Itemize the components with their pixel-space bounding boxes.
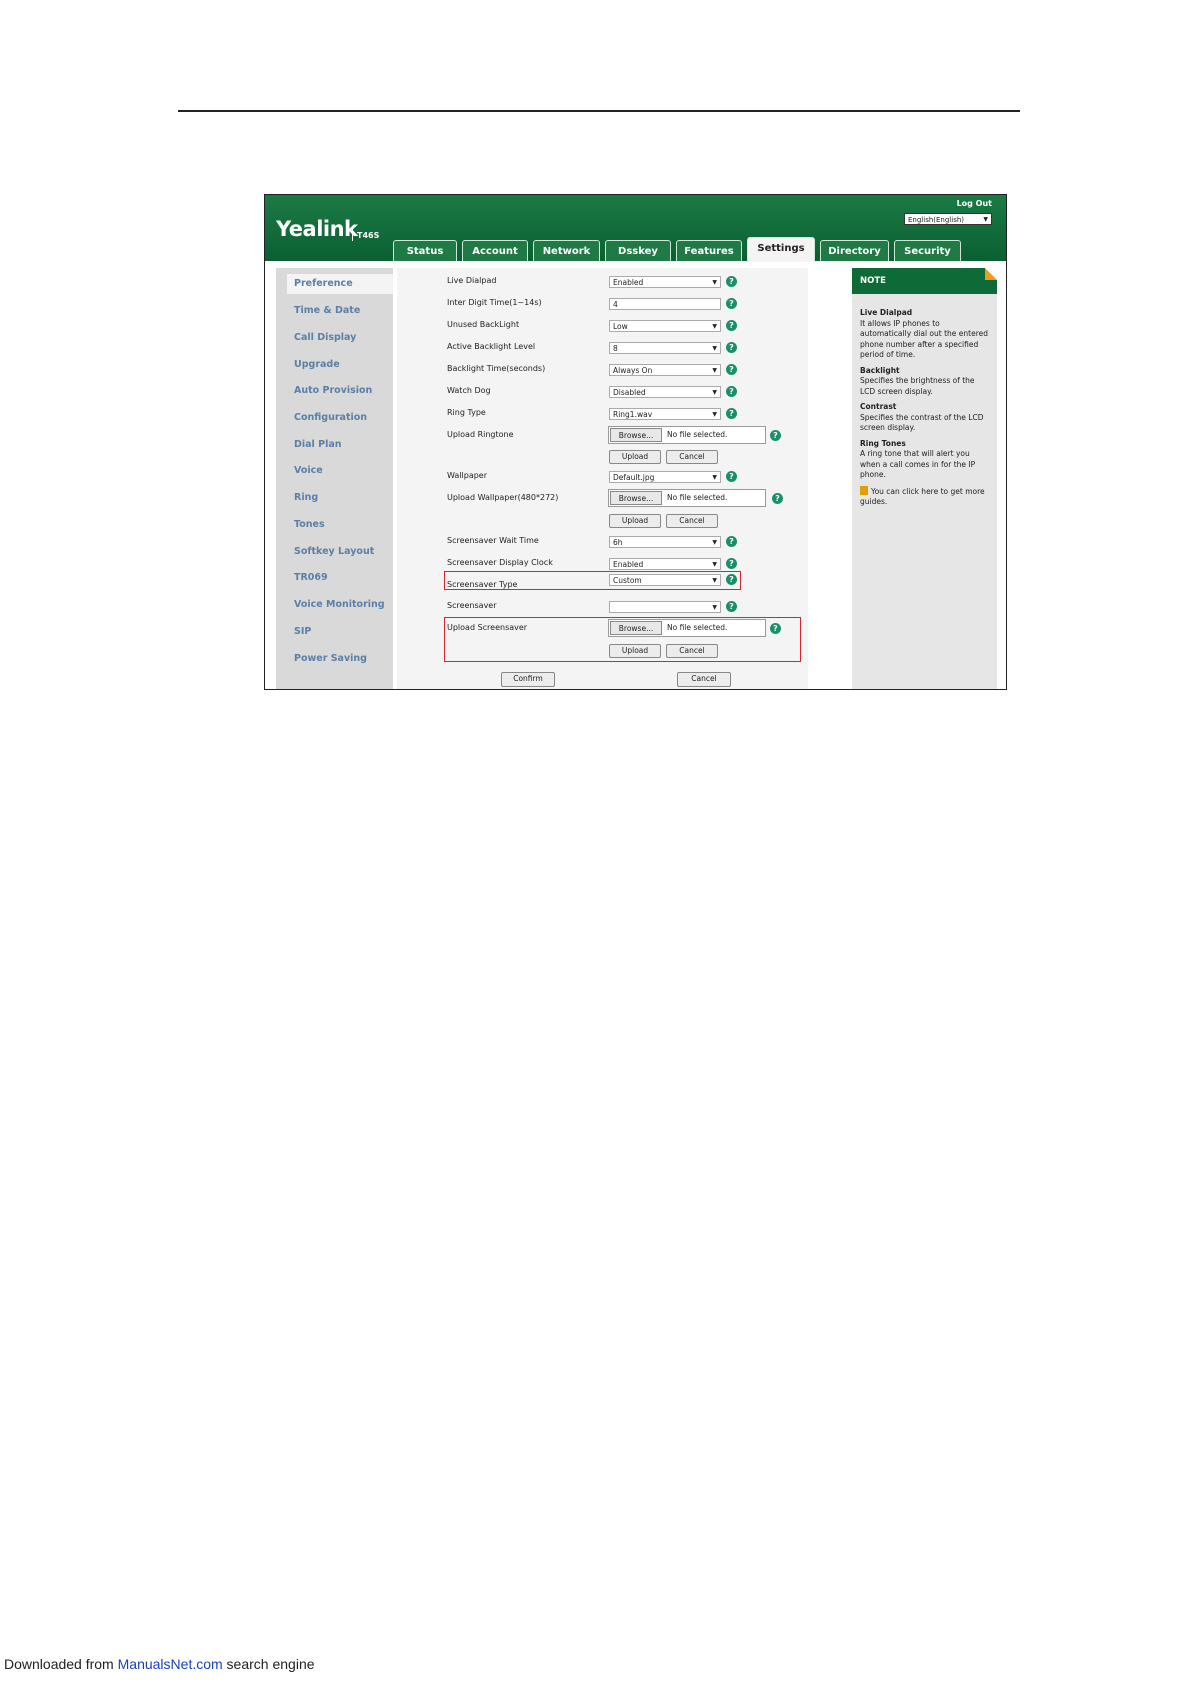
- chevron-down-icon: ▼: [712, 539, 717, 546]
- unused-backlight-select[interactable]: [609, 320, 721, 332]
- no-file-text: No file selected.: [667, 623, 728, 632]
- page-top-rule: [178, 110, 1020, 112]
- chevron-down-icon: ▼: [712, 474, 717, 481]
- backlight-time-value: Always On: [613, 366, 653, 375]
- upload-ringtone-label: Upload Ringtone: [447, 430, 514, 439]
- no-file-text: No file selected.: [667, 493, 728, 502]
- sidebar-item-ring[interactable]: Ring: [294, 492, 319, 503]
- inter-digit-label: Inter Digit Time(1~14s): [447, 298, 542, 307]
- chevron-down-icon: ▼: [712, 411, 717, 418]
- note-title: NOTE: [852, 268, 997, 294]
- sidebar-item-call-display[interactable]: Call Display: [294, 332, 357, 343]
- note-item: [860, 366, 992, 398]
- note-heading: Live Dialpad: [860, 308, 913, 317]
- unused-backlight-value: Low: [613, 322, 628, 331]
- sidebar-item-configuration[interactable]: Configuration: [294, 412, 368, 423]
- browse-button[interactable]: Browse...: [610, 428, 662, 442]
- ring-type-select[interactable]: [609, 408, 721, 420]
- cancel-upload-button[interactable]: Cancel: [666, 644, 718, 658]
- screensaver-wait-value: 6h: [613, 538, 623, 547]
- help-icon[interactable]: ?: [770, 623, 781, 634]
- unused-backlight-label: Unused BackLight: [447, 320, 520, 329]
- sidebar-item-dial-plan[interactable]: Dial Plan: [294, 439, 342, 450]
- watch-dog-select[interactable]: [609, 386, 721, 398]
- model-label: T46S: [352, 227, 379, 241]
- watch-dog-value: Disabled: [613, 388, 646, 397]
- screensaver-select[interactable]: [609, 601, 721, 613]
- chevron-down-icon: ▼: [712, 323, 717, 330]
- help-icon[interactable]: ?: [726, 342, 737, 353]
- cancel-upload-button[interactable]: Cancel: [666, 514, 718, 528]
- wallpaper-value: Default.jpg: [613, 473, 655, 482]
- cancel-button[interactable]: Cancel: [677, 672, 731, 687]
- help-icon[interactable]: ?: [772, 493, 783, 504]
- sidebar-item-tones[interactable]: Tones: [294, 519, 325, 530]
- note-heading: Contrast: [860, 402, 897, 411]
- ring-type-label: Ring Type: [447, 408, 486, 417]
- note-corner-icon: [985, 268, 997, 280]
- help-icon[interactable]: ?: [726, 471, 737, 482]
- tab-dsskey[interactable]: Dsskey: [605, 240, 671, 261]
- settings-sidebar: [276, 268, 393, 690]
- live-dialpad-label: Live Dialpad: [447, 276, 497, 285]
- note-text: Specifies the brightness of the LCD screen display.: [860, 376, 975, 396]
- wallpaper-file-input[interactable]: [608, 489, 766, 507]
- note-text: A ring tone that will alert you when a call comes in for the IP phone.: [860, 449, 976, 479]
- tab-directory[interactable]: Directory: [820, 240, 889, 261]
- active-backlight-select[interactable]: [609, 342, 721, 354]
- logout-link[interactable]: Log Out: [956, 199, 992, 208]
- chevron-down-icon: ▼: [712, 561, 717, 568]
- live-dialpad-select[interactable]: [609, 276, 721, 288]
- note-text: It allows IP phones to automatically dial out the entered phone number after a specified period of time.: [860, 318, 988, 359]
- sidebar-item-voice[interactable]: Voice: [294, 465, 323, 476]
- language-select[interactable]: [904, 213, 992, 225]
- chevron-down-icon: ▼: [712, 279, 717, 286]
- help-icon[interactable]: ?: [726, 320, 737, 331]
- screensaver-type-label: Screensaver Type: [447, 580, 518, 589]
- sidebar-item-upgrade[interactable]: Upgrade: [294, 359, 340, 370]
- note-body: [860, 308, 992, 513]
- chevron-down-icon: ▼: [712, 577, 717, 584]
- browse-button[interactable]: Browse...: [610, 491, 662, 505]
- chevron-down-icon: ▼: [712, 367, 717, 374]
- chevron-down-icon: ▼: [983, 216, 988, 223]
- book-icon: [860, 486, 868, 495]
- screensaver-type-value: Custom: [613, 576, 642, 585]
- screensaver-type-select[interactable]: [609, 574, 721, 586]
- active-backlight-label: Active Backlight Level: [447, 342, 536, 351]
- help-icon[interactable]: ?: [726, 574, 737, 585]
- tab-status[interactable]: Status: [393, 240, 457, 261]
- note-item: [860, 402, 992, 434]
- note-heading: Backlight: [860, 365, 900, 375]
- live-dialpad-value: Enabled: [613, 278, 644, 287]
- upload-wallpaper-label: Upload Wallpaper(480*272): [447, 493, 559, 502]
- active-backlight-value: 8: [613, 344, 618, 353]
- sidebar-item-time-date[interactable]: Time & Date: [294, 305, 361, 316]
- cancel-upload-button[interactable]: Cancel: [666, 450, 718, 464]
- language-value: English(English): [908, 216, 965, 224]
- screensaver-label: Screensaver: [447, 601, 497, 610]
- help-icon[interactable]: ?: [726, 386, 737, 397]
- chevron-down-icon: ▼: [712, 389, 717, 396]
- preference-form: [397, 268, 808, 690]
- note-item: [860, 439, 992, 481]
- help-icon[interactable]: ?: [726, 276, 737, 287]
- sidebar-item-tr069[interactable]: TR069: [294, 572, 328, 583]
- footer-suffix: search engine: [222, 1656, 315, 1672]
- ring-type-value: Ring1.wav: [613, 410, 653, 419]
- tab-features[interactable]: Features: [676, 240, 742, 261]
- footer-link[interactable]: ManualsNet.com: [117, 1656, 223, 1672]
- ringtone-file-input[interactable]: [608, 426, 766, 444]
- yealink-logo: Yealink: [276, 217, 358, 241]
- sidebar-item-preference[interactable]: Preference: [287, 274, 393, 294]
- sidebar-item-voice-monitoring[interactable]: Voice Monitoring: [294, 599, 385, 610]
- phone-web-ui-screenshot: [264, 194, 1007, 690]
- sidebar-item-power-saving[interactable]: Power Saving: [294, 653, 367, 664]
- screensaver-clock-select[interactable]: [609, 558, 721, 570]
- backlight-time-select[interactable]: [609, 364, 721, 376]
- upload-screensaver-label: Upload Screensaver: [447, 623, 528, 632]
- help-icon[interactable]: ?: [726, 364, 737, 375]
- chevron-down-icon: ▼: [712, 345, 717, 352]
- screensaver-file-input[interactable]: [608, 619, 766, 637]
- screensaver-wait-label: Screensaver Wait Time: [447, 536, 539, 545]
- tab-account[interactable]: Account: [462, 240, 528, 261]
- browse-button[interactable]: Browse...: [610, 621, 662, 635]
- sidebar-item-auto-provision[interactable]: Auto Provision: [294, 385, 373, 396]
- note-heading: Ring Tones: [860, 438, 906, 448]
- footer-prefix: Downloaded from: [4, 1656, 118, 1672]
- note-guide-text: You can click here to get more guides.: [860, 486, 985, 506]
- wallpaper-label: Wallpaper: [447, 471, 488, 480]
- page-footer: [4, 1656, 315, 1672]
- note-item: [860, 308, 992, 361]
- watch-dog-label: Watch Dog: [447, 386, 491, 395]
- tab-settings[interactable]: Settings: [747, 237, 815, 262]
- chevron-down-icon: ▼: [712, 604, 717, 611]
- no-file-text: No file selected.: [667, 430, 728, 439]
- upload-button[interactable]: Upload: [609, 514, 661, 528]
- upload-button[interactable]: Upload: [609, 644, 661, 658]
- inter-digit-input[interactable]: 4: [609, 298, 721, 310]
- help-icon[interactable]: ?: [726, 558, 737, 569]
- tab-network[interactable]: Network: [533, 240, 600, 261]
- help-icon[interactable]: ?: [726, 298, 737, 309]
- help-icon[interactable]: ?: [726, 536, 737, 547]
- header-bar: [265, 195, 1006, 261]
- screensaver-clock-label: Screensaver Display Clock: [447, 558, 553, 567]
- tab-security[interactable]: Security: [894, 240, 961, 261]
- upload-button[interactable]: Upload: [609, 450, 661, 464]
- sidebar-item-sip[interactable]: SIP: [294, 626, 312, 637]
- screensaver-wait-select[interactable]: [609, 536, 721, 548]
- wallpaper-select[interactable]: [609, 471, 721, 483]
- backlight-time-label: Backlight Time(seconds): [447, 364, 546, 373]
- help-icon[interactable]: ?: [726, 408, 737, 419]
- confirm-button[interactable]: Confirm: [501, 672, 555, 687]
- note-text: Specifies the contrast of the LCD screen display.: [860, 412, 984, 432]
- help-icon[interactable]: ?: [770, 430, 781, 441]
- sidebar-item-softkey-layout[interactable]: Softkey Layout: [294, 546, 375, 557]
- screensaver-clock-value: Enabled: [613, 560, 644, 569]
- note-panel: [852, 268, 997, 690]
- note-guide-link[interactable]: [860, 486, 992, 508]
- help-icon[interactable]: ?: [726, 601, 737, 612]
